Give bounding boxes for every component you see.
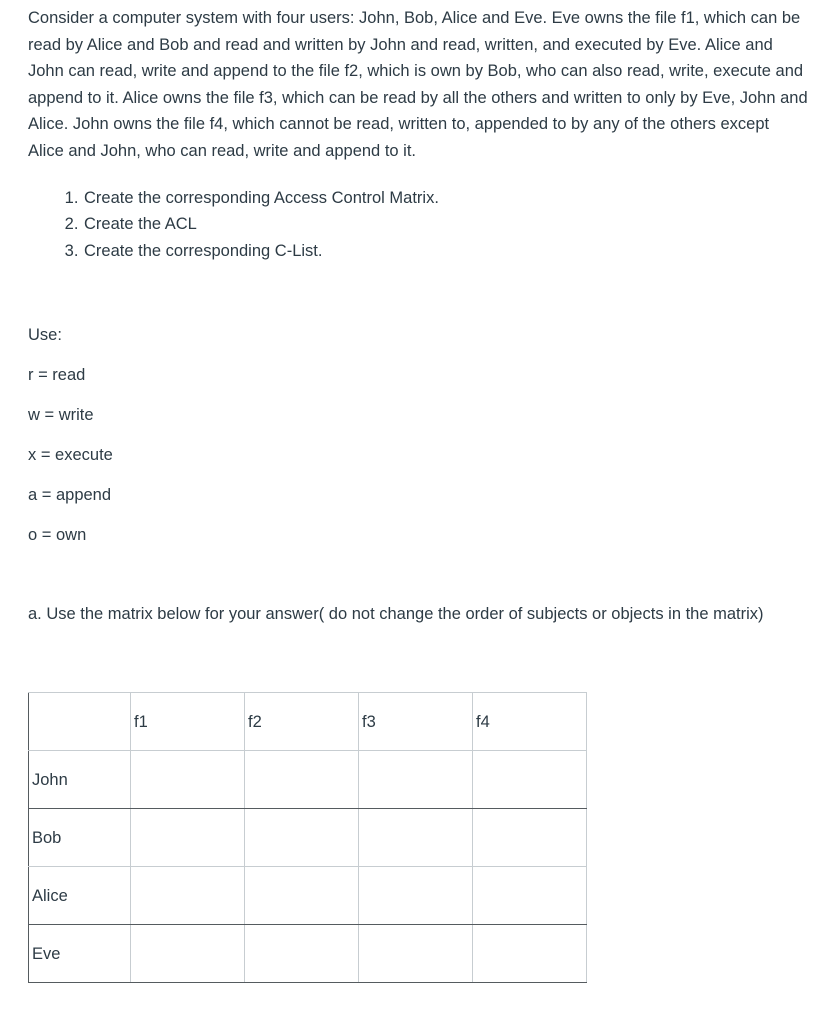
column-header-f4: f4 xyxy=(473,693,587,751)
matrix-row-eve xyxy=(29,925,587,983)
legend-item-append: a = append xyxy=(28,486,112,505)
cell-bob-f1[interactable] xyxy=(131,809,245,867)
row-header-eve: Eve xyxy=(29,925,131,983)
task-item: 2. Create the ACL xyxy=(83,211,808,238)
column-header-f3: f3 xyxy=(359,693,473,751)
legend-item-read: r = read xyxy=(28,366,86,385)
legend-label: Use: xyxy=(28,326,62,345)
cell-alice-f3[interactable] xyxy=(359,867,473,925)
task-item: 1. Create the corresponding Access Control Matrix. xyxy=(83,185,808,212)
row-header-john: John xyxy=(29,751,131,809)
matrix-corner-cell xyxy=(29,693,131,751)
task-list xyxy=(28,185,808,265)
cell-eve-f1[interactable] xyxy=(131,925,245,983)
cell-bob-f4[interactable] xyxy=(473,809,587,867)
matrix-instruction: a. Use the matrix below for your answer( do not change the order of subjects or objects in the matrix) xyxy=(28,605,764,624)
row-header-bob: Bob xyxy=(29,809,131,867)
cell-john-f1[interactable] xyxy=(131,751,245,809)
cell-bob-f3[interactable] xyxy=(359,809,473,867)
legend-item-execute: x = execute xyxy=(28,446,113,465)
matrix-row-bob xyxy=(29,809,587,867)
task-item: 3. Create the corresponding C-List. xyxy=(83,238,808,265)
cell-eve-f3[interactable] xyxy=(359,925,473,983)
cell-eve-f2[interactable] xyxy=(245,925,359,983)
cell-john-f4[interactable] xyxy=(473,751,587,809)
column-header-f1: f1 xyxy=(131,693,245,751)
legend-item-write: w = write xyxy=(28,406,94,425)
access-control-matrix xyxy=(28,692,587,983)
cell-john-f3[interactable] xyxy=(359,751,473,809)
row-header-alice: Alice xyxy=(29,867,131,925)
cell-alice-f1[interactable] xyxy=(131,867,245,925)
cell-eve-f4[interactable] xyxy=(473,925,587,983)
cell-alice-f2[interactable] xyxy=(245,867,359,925)
cell-john-f2[interactable] xyxy=(245,751,359,809)
question-intro: Consider a computer system with four users: John, Bob, Alice and Eve. Eve owns the file f1, which can be read by Alice and Bob and read and written by John and read, written, and executed by Eve. Alice and John can read, write and append to the file f2, which is own by Bob, who can also read, write, execute and append to it. Alice owns the file f3, which can be read by all the others and written to only by Eve, John and Alice. John owns the file f4, which cannot be read, written to, appended to by any of the others except Alice and John, who can read, write and append to it. xyxy=(28,9,808,160)
legend-item-own: o = own xyxy=(28,526,87,545)
matrix-header-row xyxy=(29,693,587,751)
question-content xyxy=(28,0,808,644)
column-header-f2: f2 xyxy=(245,693,359,751)
matrix-row-john xyxy=(29,751,587,809)
matrix-row-alice xyxy=(29,867,587,925)
cell-alice-f4[interactable] xyxy=(473,867,587,925)
cell-bob-f2[interactable] xyxy=(245,809,359,867)
